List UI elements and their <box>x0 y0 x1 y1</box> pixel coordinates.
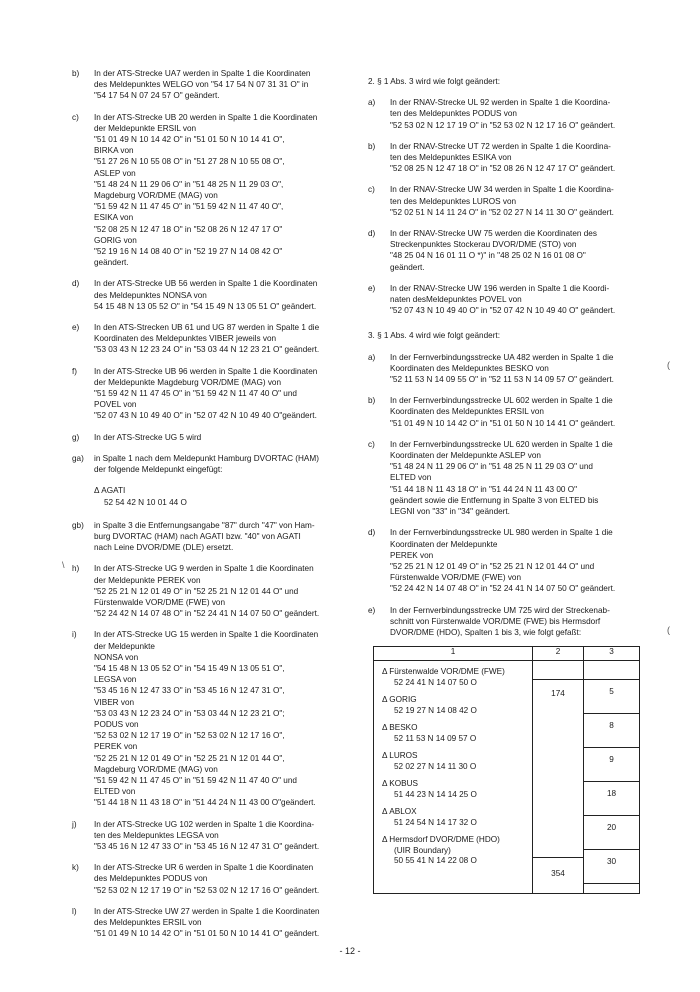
item-text <box>390 141 660 175</box>
text-line: In der Fernverbindungsstrecke UA 482 werden in Spalte 1 die <box>390 352 614 362</box>
col3-value: 20 <box>606 823 617 832</box>
paragraph-item <box>72 432 350 443</box>
paragraph-item <box>368 605 660 639</box>
text-line: ten des Meldepunktes ESIKA von <box>390 153 512 163</box>
route-point <box>382 779 528 800</box>
route-point <box>382 695 528 716</box>
distance-divider <box>533 857 583 858</box>
section-2-heading: 2. § 1 Abs. 3 wird wie folgt geändert: <box>368 77 500 86</box>
text-line: der Meldepunkte <box>94 641 155 651</box>
text-line: "51 44 18 N 11 43 18 O" in "51 44 24 N 11 43 00 O" <box>390 484 578 494</box>
distance-value: 354 <box>551 869 565 878</box>
text-line: "52 53 02 N 12 17 19 O" in "52 53 02 N 12 17 16 O" geändert. <box>94 885 320 895</box>
distance-divider <box>533 679 583 680</box>
paragraph-item <box>72 366 350 422</box>
item-label: b) <box>368 141 376 151</box>
table-col3-cell <box>584 661 640 894</box>
route-point-name: Δ KOBUS <box>382 779 418 788</box>
text-line: PEREK von <box>94 742 138 752</box>
text-line: "52 19 16 N 14 08 40 O" in "52 19 27 N 14 08 42 O" <box>94 247 283 257</box>
item-label: k) <box>72 863 79 873</box>
item-text <box>94 906 350 940</box>
text-line: In den ATS-Strecken UB 61 und UG 87 werden in Spalte 1 die <box>94 323 320 333</box>
text-line: In der RNAV-Strecke UL 92 werden in Spalte 1 die Koordina- <box>390 98 611 108</box>
item-text <box>94 68 350 102</box>
text-line: GORIG von <box>94 235 137 245</box>
text-line: LEGSA von <box>94 675 137 685</box>
text-line: des Meldepunktes ERSIL von <box>94 918 202 927</box>
item-text <box>390 605 660 639</box>
text-line: Magdeburg VOR/DME (MAG) von <box>94 191 218 201</box>
text-line: In der RNAV-Strecke UT 72 werden in Spalte 1 die Koordina- <box>390 141 611 151</box>
text-line: "52 07 43 N 10 49 40 O" in "52 07 42 N 10 49 40 O" geändert. <box>390 306 616 316</box>
margin-mark: ( <box>667 360 670 370</box>
col3-value: 5 <box>609 687 614 696</box>
paragraph-item <box>368 352 660 386</box>
item-label: h) <box>72 564 80 574</box>
text-line: Koordinaten der Meldepunkte <box>390 539 498 549</box>
agati-point <box>94 485 350 507</box>
col3-value: 8 <box>609 721 614 730</box>
text-line: "51 48 24 N 11 29 06 O" in "51 48 25 N 11 29 03 O", <box>94 179 284 189</box>
col3-divider <box>584 747 639 748</box>
text-line: "51 01 49 N 10 14 42 O" in "51 01 50 N 10 14 41 O" geändert. <box>94 929 320 939</box>
text-line: In der ATS-Strecke UW 27 werden in Spalte 1 die Koordinaten <box>94 906 320 916</box>
text-line: "52 11 53 N 14 09 55 O" in "52 11 53 N 14 09 57 O" geändert. <box>390 375 614 385</box>
text-line: geändert sowie die Entfernung in Spalte 3 von ELTED bis <box>390 495 599 505</box>
text-line: "52 08 25 N 12 47 18 O" in "52 08 26 N 12 47 17 O" geändert. <box>390 164 616 174</box>
item-label: gb) <box>72 520 84 530</box>
item-label: i) <box>72 630 77 640</box>
paragraph-item <box>368 527 660 594</box>
text-line: "51 48 24 N 11 29 06 O" in "51 48 25 N 11 29 03 O" und <box>390 462 593 472</box>
route-point <box>382 751 528 772</box>
text-line: burg DVORTAC (HAM) nach AGATI bzw. "40" von AGATI <box>94 531 301 541</box>
text-line: In der Fernverbindungsstrecke UL 620 werden in Spalte 1 die <box>390 439 613 449</box>
text-line: ten des Meldepunktes PODUS von <box>390 109 517 119</box>
distance-value: 174 <box>551 689 565 698</box>
item-label: b) <box>368 396 376 406</box>
text-line: "52 53 02 N 12 17 19 O" in "52 53 02 N 12 17 16 O", <box>94 731 285 741</box>
table-header-col3: 3 <box>584 647 640 661</box>
text-line: "52 25 21 N 12 01 49 O" in "52 25 21 N 12 01 44 O" und <box>390 561 595 571</box>
text-line: PODUS von <box>94 719 139 729</box>
text-line: "53 45 16 N 12 47 33 O" in "53 45 16 N 12 47 31 O", <box>94 686 285 696</box>
route-point-coords: 52 11 53 N 14 09 57 O <box>394 733 477 743</box>
item-label: d) <box>368 528 376 538</box>
item-label: d) <box>72 279 80 289</box>
paragraph-item <box>368 395 660 429</box>
margin-mark: \ <box>62 560 65 570</box>
paragraph-item <box>368 184 660 218</box>
route-point <box>382 723 528 744</box>
margin-mark: ( <box>667 625 670 635</box>
paragraph-item <box>72 68 350 102</box>
text-line: "52 25 21 N 12 01 49 O" in "52 25 21 N 12 01 44 O", <box>94 753 285 763</box>
route-point-name: Δ Hermsdorf DVOR/DME (HDO) <box>382 835 500 844</box>
text-line: "48 25 04 N 16 01 11 O *)" in "48 25 02 N 16 01 08 O" <box>390 251 586 261</box>
paragraph-item <box>72 629 350 808</box>
route-point-name: Δ GORIG <box>382 695 417 704</box>
text-line: BIRKA von <box>94 146 134 156</box>
text-line: "51 01 49 N 10 14 42 O" in "51 01 50 N 10 14 41 O", <box>94 135 285 145</box>
page-number: - 12 - <box>339 946 361 956</box>
paragraph-item <box>72 322 350 356</box>
item-label: a) <box>368 352 376 362</box>
paragraph-item <box>72 112 350 269</box>
text-line: In der ATS-Strecke UG 5 wird <box>94 432 202 442</box>
paragraph-item <box>368 283 660 317</box>
item-label: d) <box>368 229 376 239</box>
paragraph-item <box>368 97 660 131</box>
item-text <box>390 439 660 517</box>
col3-divider <box>584 679 639 680</box>
text-line: Koordinaten des Meldepunktes ERSIL von <box>390 407 544 417</box>
item-label: c) <box>72 112 79 122</box>
text-line: POVEL von <box>94 400 137 410</box>
text-line: Streckenpunktes Stockerau DVOR/DME (STO) von <box>390 240 577 250</box>
col3-divider <box>584 849 639 850</box>
text-line: ELTED von <box>94 787 136 797</box>
route-point <box>382 835 528 867</box>
item-label: c) <box>368 439 375 449</box>
item-label: e) <box>368 605 376 615</box>
col3-divider <box>584 781 639 782</box>
text-line: "53 45 16 N 12 47 33 O" in "53 45 16 N 12 47 31 O" geändert. <box>94 841 320 851</box>
paragraph-item <box>368 141 660 175</box>
text-line: "51 44 18 N 11 43 18 O" in "51 44 24 N 11 43 00 O"geändert. <box>94 798 316 808</box>
section-3-heading: 3. § 1 Abs. 4 wird wie folgt geändert: <box>368 331 500 341</box>
text-line: In der ATS-Strecke UB 96 werden in Spalte 1 die Koordinaten <box>94 366 318 376</box>
item-label: l) <box>72 906 77 916</box>
item-text <box>390 97 660 131</box>
item-label: c) <box>368 185 375 195</box>
route-point-name: Δ LUROS <box>382 751 418 760</box>
agati-coords: 52 54 42 N 10 01 44 O <box>104 497 187 507</box>
text-line: "53 03 43 N 12 23 24 O" in "53 03 44 N 12 23 21 O"; <box>94 708 285 718</box>
paragraph-item <box>72 862 350 896</box>
text-line: In der ATS-Strecke UA7 werden in Spalte 1 die Koordinaten <box>94 69 311 78</box>
text-line: "52 53 02 N 12 17 19 O" in "52 53 02 N 12 17 16 O" geändert. <box>390 120 616 130</box>
paragraph-item <box>72 278 350 312</box>
item-text <box>94 520 350 554</box>
text-line: "51 59 42 N 11 47 45 O" in "51 59 42 N 11 47 40 O", <box>94 202 284 212</box>
item-label: ga) <box>72 453 84 463</box>
table-points-cell <box>374 661 533 894</box>
text-line: ASLEP von <box>94 168 136 178</box>
text-line: "52 07 43 N 10 49 40 O" in "52 07 42 N 10 49 40 O"geändert. <box>94 411 317 421</box>
route-segment-table <box>373 646 640 894</box>
text-line: der Meldepunkte PEREK von <box>94 575 201 585</box>
text-line: "51 59 42 N 11 47 45 O" in "51 59 42 N 11 47 40 O" und <box>94 389 297 399</box>
item-label: e) <box>72 323 80 333</box>
left-column <box>72 68 350 949</box>
text-line: des Meldepunktes PODUS von <box>94 874 208 884</box>
paragraph-item <box>72 563 350 619</box>
text-line: "51 59 42 N 11 47 45 O" in "51 59 42 N 11 47 40 O" und <box>94 775 297 785</box>
item-text <box>94 322 350 356</box>
item-text <box>390 395 660 429</box>
agati-name: Δ AGATI <box>94 486 126 496</box>
text-line: "52 24 42 N 14 07 48 O" in "52 24 41 N 14 07 50 O" geändert. <box>94 609 320 619</box>
item-text <box>390 352 660 386</box>
text-line: Fürstenwalde VOR/DME (FWE) von <box>94 597 226 607</box>
text-line: Koordinaten des Meldepunktes BESKO von <box>390 363 549 373</box>
item-text <box>94 278 350 312</box>
col3-divider <box>584 815 639 816</box>
item-text <box>390 228 660 273</box>
right-column <box>368 68 660 648</box>
paragraph-item <box>72 520 350 554</box>
route-point-coords: 52 24 41 N 14 07 50 O <box>394 677 477 687</box>
item-label: j) <box>72 819 77 829</box>
item-label: g) <box>72 432 80 442</box>
col3-divider <box>584 883 639 884</box>
text-line: schnitt von Fürstenwalde VOR/DME (FWE) bis Hermsdorf <box>390 616 601 626</box>
item-label: b) <box>72 69 80 78</box>
text-line: In der RNAV-Strecke UW 75 werden die Koordinaten des <box>390 229 597 239</box>
route-point-name: Δ BESKO <box>382 723 418 732</box>
text-line: In der ATS-Strecke UG 9 werden in Spalte 1 die Koordinaten <box>94 564 314 574</box>
text-line: Koordinaten der Meldepunkte ASLEP von <box>390 451 541 461</box>
item-text <box>94 629 350 808</box>
col3-value: 9 <box>609 755 614 764</box>
route-point-name: Δ Fürstenwalde VOR/DME (FWE) <box>382 667 505 676</box>
item-text <box>94 432 350 443</box>
text-line: In der ATS-Strecke UG 15 werden in Spalte 1 die Koordinaten <box>94 630 319 640</box>
col3-value: 18 <box>606 789 617 798</box>
text-line: nach Leine DVOR/DME (DLE) ersetzt. <box>94 543 234 553</box>
text-line: In der ATS-Strecke UR 6 werden in Spalte 1 die Koordinaten <box>94 863 314 873</box>
paragraph-item <box>72 453 350 475</box>
text-line: der folgende Meldepunkt eingefügt: <box>94 465 223 475</box>
paragraph-item <box>368 439 660 517</box>
route-point-coords: 51 44 23 N 14 14 25 O <box>394 789 477 799</box>
text-line: "53 03 43 N 12 23 24 O" in "53 03 44 N 12 23 21 O" geändert. <box>94 345 320 355</box>
item-label: a) <box>368 98 376 108</box>
text-line: "52 02 51 N 14 11 24 O" in "52 02 27 N 14 11 30 O" geändert. <box>390 207 614 217</box>
table-distance-cell <box>533 661 584 894</box>
text-line: PEREK von <box>390 550 434 560</box>
item-text <box>94 862 350 896</box>
text-line: in Spalte 1 nach dem Meldepunkt Hamburg DVORTAC (HAM) <box>94 453 319 463</box>
text-line: In der Fernverbindungsstrecke UL 602 werden in Spalte 1 die <box>390 396 613 406</box>
text-line: In der ATS-Strecke UB 20 werden in Spalte 1 die Koordinaten <box>94 112 318 122</box>
text-line: ESIKA von <box>94 213 134 223</box>
text-line: der Meldepunkte Magdeburg VOR/DME (MAG) von <box>94 377 282 387</box>
item-text <box>94 366 350 422</box>
text-line: "54 15 48 N 13 05 52 O" in "54 15 49 N 13 05 51 O", <box>94 663 285 673</box>
item-text <box>94 112 350 269</box>
text-line: ten des Meldepunktes LUROS von <box>390 196 517 206</box>
item-text <box>390 527 660 594</box>
item-label: f) <box>72 366 78 376</box>
table-header-col1: 1 <box>374 647 533 661</box>
text-line: ELTED von <box>390 473 432 483</box>
route-point-coords: (UIR Boundary) <box>394 845 451 855</box>
paragraph-item <box>72 906 350 940</box>
text-line: Koordinaten des Meldepunktes VIBER jeweils von <box>94 334 277 344</box>
route-point-coords: 50 55 41 N 14 22 08 O <box>394 856 477 865</box>
item-text <box>390 184 660 218</box>
text-line: In der RNAV-Strecke UW 34 werden in Spalte 1 die Koordina- <box>390 185 614 195</box>
text-line: Magdeburg VOR/DME (MAG) von <box>94 764 218 774</box>
text-line: "51 01 49 N 10 14 42 O" in "51 01 50 N 10 14 41 O" geändert. <box>390 418 616 428</box>
text-line: DVOR/DME (HDO), Spalten 1 bis 3, wie folgt gefaßt: <box>390 627 582 637</box>
text-line: In der RNAV-Strecke UW 196 werden in Spalte 1 die Koordi- <box>390 283 610 293</box>
item-text <box>94 819 350 853</box>
text-line: "52 25 21 N 12 01 49 O" in "52 25 21 N 12 01 44 O" und <box>94 586 299 596</box>
route-point <box>382 807 528 828</box>
table-header-col2: 2 <box>533 647 584 661</box>
route-point-coords: 52 19 27 N 14 08 42 O <box>394 705 477 715</box>
text-line: geändert. <box>94 258 129 268</box>
paragraph-item <box>368 228 660 273</box>
text-line: In der ATS-Strecke UB 56 werden in Spalte 1 die Koordinaten <box>94 279 318 289</box>
col3-value: 30 <box>606 857 617 866</box>
text-line: "52 24 42 N 14 07 48 O" in "52 24 41 N 14 07 50 O" geändert. <box>390 584 616 594</box>
text-line: LEGNI von "33" in "34" geändert. <box>390 507 510 517</box>
text-line: In der Fernverbindungsstrecke UM 725 wird der Streckenab- <box>390 605 610 615</box>
text-line: "52 08 25 N 12 47 18 O" in "52 08 26 N 12 47 17 O" <box>94 224 283 234</box>
text-line: "54 17 54 N 07 24 57 O" geändert. <box>94 91 220 101</box>
text-line: des Meldepunktes NONSA von <box>94 290 207 300</box>
text-line: in Spalte 3 die Entfernungsangabe "87" durch "47" von Ham- <box>94 520 315 530</box>
item-text <box>94 563 350 619</box>
text-line: ten des Meldepunktes LEGSA von <box>94 830 219 840</box>
route-point <box>382 667 528 688</box>
item-text <box>94 453 350 475</box>
text-line: 54 15 48 N 13 05 52 O" in "54 15 49 N 13 05 51 O" geändert. <box>94 301 317 311</box>
text-line: des Meldepunktes WELGO von "54 17 54 N 07 31 31 O" in <box>94 80 309 90</box>
text-line: Fürstenwalde VOR/DME (FWE) von <box>390 573 522 583</box>
text-line: VIBER von <box>94 697 135 707</box>
text-line: naten desMeldepunktes POVEL von <box>390 295 522 305</box>
text-line: "51 27 26 N 10 55 08 O" in "51 27 28 N 10 55 08 O", <box>94 157 285 167</box>
text-line: In der Fernverbindungsstrecke UL 980 werden in Spalte 1 die <box>390 528 613 538</box>
text-line: geändert. <box>390 262 425 272</box>
route-point-name: Δ ABLOX <box>382 807 417 816</box>
route-point-coords: 51 24 54 N 14 17 32 O <box>394 817 477 827</box>
text-line: der Meldepunkte ERSIL von <box>94 123 197 133</box>
paragraph-item <box>72 819 350 853</box>
item-text <box>390 283 660 317</box>
col3-divider <box>584 713 639 714</box>
route-point-coords: 52 02 27 N 14 11 30 O <box>394 761 477 771</box>
text-line: NONSA von <box>94 652 139 662</box>
item-label: e) <box>368 283 376 293</box>
text-line: In der ATS-Strecke UG 102 werden in Spalte 1 die Koordina- <box>94 819 315 829</box>
